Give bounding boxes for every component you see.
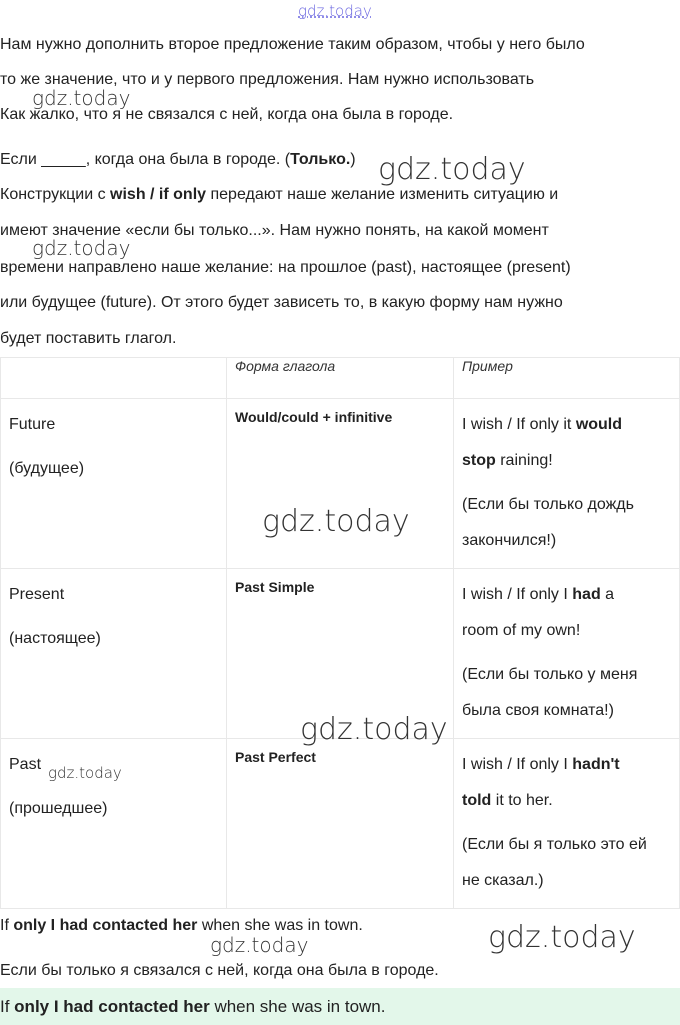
- translation-line: (Если бы только дождь: [462, 496, 634, 513]
- watermark: gdz.today: [32, 236, 131, 260]
- translation-line: не сказал.): [462, 872, 544, 889]
- intro-line-1: Нам нужно дополнить второе предложение таким образом, чтобы у него было: [0, 36, 585, 53]
- watermark-top[interactable]: gdz.today: [298, 2, 372, 20]
- example-line: room of my own!: [462, 622, 581, 639]
- intro-line-3: Как жалко, что я не связался с ней, когда она была в городе.: [0, 106, 454, 123]
- header-cell-tense: [1, 358, 227, 399]
- explanation-line-1: [0, 185, 558, 205]
- task-prefix: Если _____, когда она была в городе. (: [0, 151, 291, 168]
- intro-line-2: то же значение, что и у первого предложения. Нам нужно использовать: [0, 71, 535, 88]
- translation-line: закончился!): [462, 532, 557, 549]
- example-cell: [454, 399, 680, 569]
- watermark: gdz.today: [210, 933, 309, 957]
- table-row-future: [1, 399, 680, 569]
- watermark: gdz.today: [300, 712, 448, 747]
- verb-form: Past Perfect: [235, 749, 316, 765]
- final-answer-box: [0, 988, 680, 1025]
- watermark: gdz.today: [32, 86, 131, 110]
- tense-name: Past: [9, 756, 42, 773]
- verb-form: Would/could + infinitive: [235, 409, 393, 425]
- grammar-table: [0, 357, 680, 909]
- explanation-keyword: wish / if only: [110, 186, 207, 203]
- explanation-text: Конструкции с: [0, 186, 111, 203]
- tense-name-ru: (прошедшее): [9, 800, 108, 817]
- answer-sentence: If only I had contacted her when she was in town.: [0, 917, 363, 934]
- explanation-line-3: времени направлено наше желание: на прошлое (past), настоящее (present): [0, 259, 571, 276]
- watermark: gdz.today: [48, 764, 122, 782]
- form-cell: [227, 399, 454, 569]
- example-cell: [454, 569, 680, 739]
- header-cell-form: Форма глагола: [227, 358, 454, 399]
- tense-name: Present: [9, 586, 65, 603]
- tense-cell: [1, 569, 227, 739]
- example-line: I wish / If only I had a: [462, 586, 615, 603]
- explanation-line-5: будет поставить глагол.: [0, 330, 177, 347]
- verb-form: Past Simple: [235, 579, 315, 595]
- example-cell: [454, 739, 680, 909]
- explanation-line-4: или будущее (future). От этого будет зависеть то, в какую форму нам нужно: [0, 294, 563, 311]
- explanation-line-2: имеют значение «если бы только...». Нам нужно понять, на какой момент: [0, 222, 549, 239]
- translation-line: была своя комната!): [462, 702, 614, 719]
- watermark: gdz.today: [262, 504, 410, 539]
- translation-line: (Если бы только у меня: [462, 666, 638, 683]
- task-suffix: ): [350, 151, 356, 168]
- watermark: gdz.today: [378, 152, 526, 187]
- tense-name: Future: [9, 416, 56, 433]
- final-answer: If only I had contacted her when she was in town.: [0, 997, 386, 1016]
- example-line: I wish / If only I hadn't: [462, 756, 620, 773]
- tense-name-ru: (будущее): [9, 460, 85, 477]
- header-cell-example: Пример: [454, 358, 680, 399]
- example-line: I wish / If only it would: [462, 416, 623, 433]
- form-cell: [227, 739, 454, 909]
- watermark: gdz.today: [488, 920, 636, 955]
- tense-name-ru: (настоящее): [9, 630, 101, 647]
- answer-translation: Если бы только я связался с ней, когда она была в городе.: [0, 962, 439, 979]
- translation-line: (Если бы я только это ей: [462, 836, 647, 853]
- task-hint: Только.: [290, 151, 351, 168]
- task-sentence: [0, 150, 356, 170]
- example-line: told it to her.: [462, 792, 553, 809]
- example-line: stop raining!: [462, 452, 553, 469]
- table-header-row: [1, 358, 680, 399]
- explanation-text: передают наше желание изменить ситуацию и: [206, 186, 559, 203]
- tense-cell: [1, 399, 227, 569]
